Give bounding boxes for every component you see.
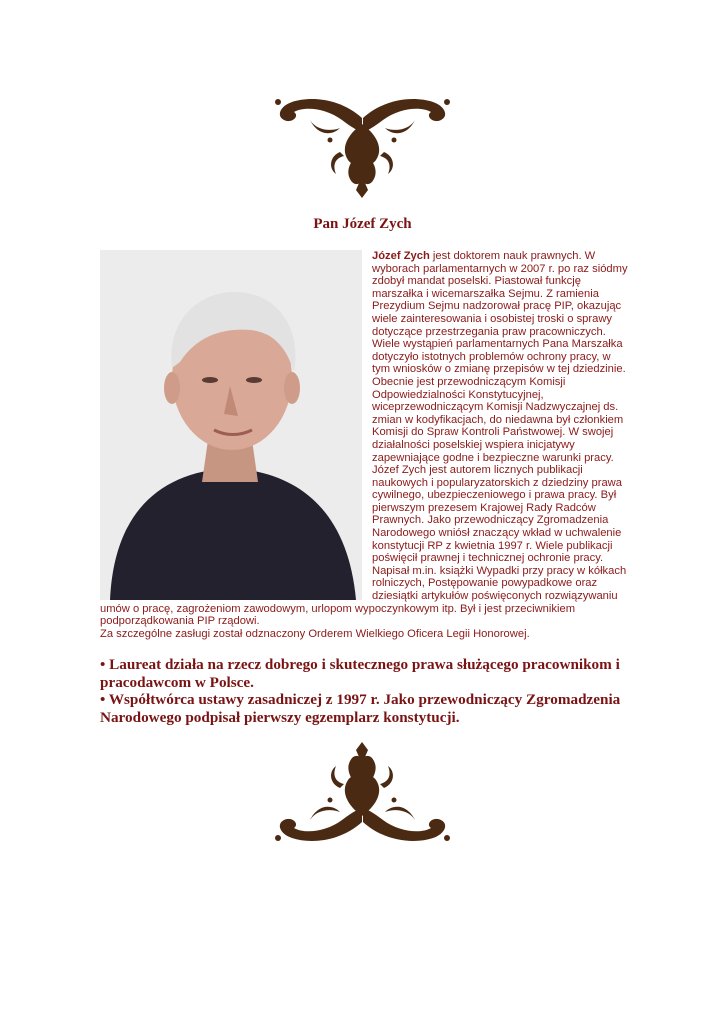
biography-text <box>100 250 630 640</box>
page-title: Pan Józef Zych <box>313 216 412 232</box>
honor-line: Za szczególne zasługi został odznaczony Orderem Wielkiego Oficera Legii Honorowej. <box>100 627 530 640</box>
photo-spacer <box>100 250 372 602</box>
bio-body: jest doktorem nauk prawnych. W wyborach parlamentarnych w 2007 r. po raz siódmy zdobył mandat poselski. Piastował funkcję marszałka i wicemarszałka Sejmu. Z ramienia Prezydium Sejmu nadzorował pracę PIP, okazując wiele zainteresowania i osobistej troski o sprawy dotyczące przestrzegania praw pracowniczych. Wiele wystąpień parlamentarnych Pana Marszałka dotyczyło istotnych problemów ochrony pracy, w tym wniosków o zmianę przepisów w tej dziedzinie. Obecnie jest przewodniczącym Komisji Odpowiedzialności Konstytucyjnej, wiceprzewodniczącym Komisji Nadzwyczajnej ds. zmian w kodyfikacjach, do niedawna był członkiem Komisji do Spraw Kontroli Państwowej. W swojej działalności poselskiej wspiera inicjatywy zapewniające godne i bezpieczne warunki pracy. Józef Zych jest autorem licznych publikacji naukowych i popularyzatorskich z dziedziny prawa cywilnego, ubezpieczeniowego i prawa pracy. Był pierwszym prezesem Krajowej Rady Radców Prawnych. Jako przewodniczący Zgromadzenia Narodowego wniósł znaczący wkład w uchwalenie konstytucji RP z kwietnia 1997 r. Wiele publikacji poświęcił prawnej i technicznej ochronie pracy. Napisał m.in. książki Wypadki przy pracy w kółkach rolniczych, Postępowanie powypadkowe oraz dziesiątki artykułów poświęconych rozwiązywaniu umów o pracę, zagrożeniom zawodowym, urlopom wypoczynkowym itp. Był i jest przeciwnikiem podporządkowania PIP rządowi. <box>100 250 628 628</box>
bullet-item: • Współtwórca ustawy zasadniczej z 1997 r. Jako przewodniczący Zgromadzenia Narodowego podpisał pierwszy egzemplarz konstytucji. <box>100 691 621 726</box>
bottom-ornament-icon <box>270 740 455 850</box>
bio-name: Józef Zych <box>372 250 430 262</box>
bullet-item: • Laureat działa na rzecz dobrego i skutecznego prawa służącego pracownikom i pracodawcom w Polsce. <box>100 656 620 691</box>
top-ornament-icon <box>270 90 455 200</box>
bullet-list <box>100 656 640 726</box>
